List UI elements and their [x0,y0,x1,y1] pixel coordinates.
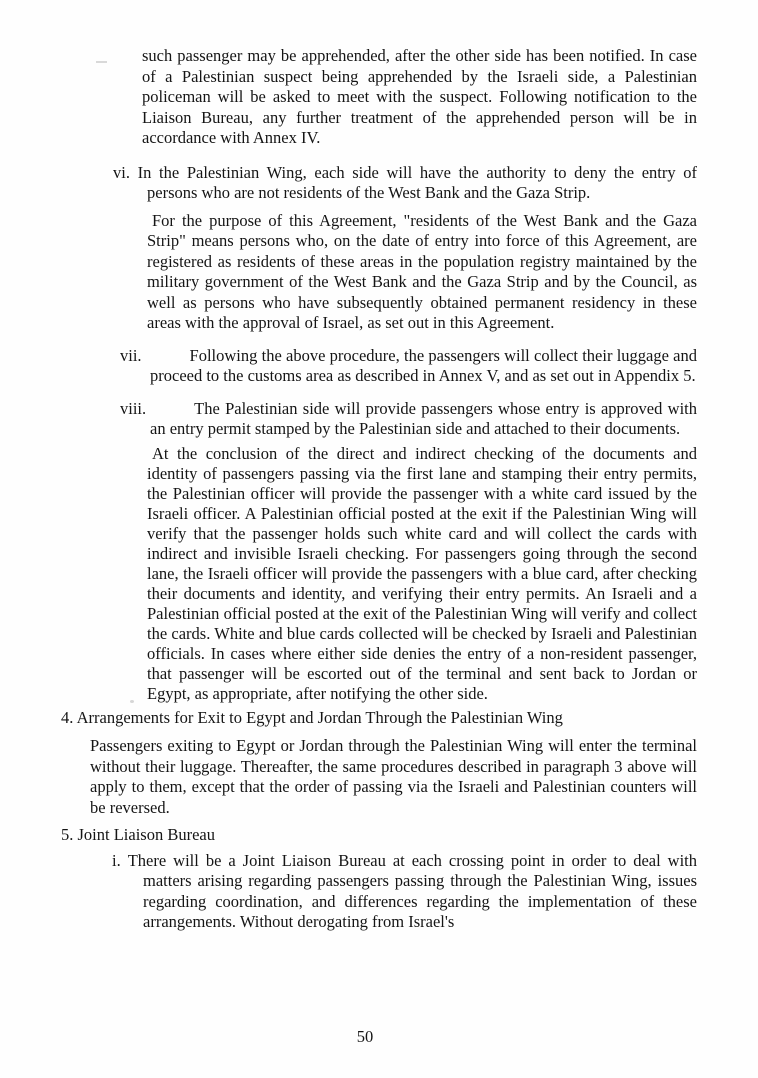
scan-artifact [130,700,134,703]
item-marker-viii: viii. [120,398,147,418]
list-item-i [112,850,697,933]
list-item-vi [113,162,697,204]
item-text-i: There will be a Joint Liaison Bureau at each crossing point in order to deal with matters arising regarding passengers passing through the Palestinian Wing, issues regarding coordination, and differences regarding the implementation of these arrangements. Without derogating from Israel's [127,850,697,931]
item-marker-vii: vii. [120,345,142,365]
section-heading-4 [61,707,697,729]
item-text-viii: The Palestinian side will provide passengers whose entry is approved with an entry permit stamped by the Palestinian side and attached to their documents. [150,398,697,438]
body-paragraph-definition: For the purpose of this Agreement, "residents of the West Bank and the Gaza Strip" means persons who, on the date of entry into force of this Agreement, are registered as residents of these areas in the population registry maintained by the military government of the West Bank and the Gaza Strip and by the Council, as well as persons who have subsequently obtained permanent residency in these areas with the approval of Israel, as set out in this Agreement. [147,210,697,332]
section-title-5: Joint Liaison Bureau [77,825,215,844]
item-text-vi: In the Palestinian Wing, each side will have the authority to deny the entry of persons who are not residents of the West Bank and the Gaza Strip. [137,162,697,202]
scan-artifact [96,61,107,63]
page-number: 50 [356,1027,374,1046]
body-paragraph-section-4: Passengers exiting to Egypt or Jordan through the Palestinian Wing will enter the terminal without their luggage. Thereafter, the same procedures described in paragraph 3 above will apply to them, except that the order of passing via the Israeli and Palestinian counters will be reversed. [90,736,697,817]
section-title-4: Arrangements for Exit to Egypt and Jordan Through the Palestinian Wing [76,707,563,727]
section-number-4: 4. [61,707,74,727]
item-text-vii: Following the above procedure, the passengers will collect their luggage and proceed to the customs area as described in Annex V, and as set out in Appendix 5. [150,345,697,385]
section-number-5: 5. [61,825,74,844]
list-item-vii [120,345,697,387]
item-marker-i: i. [112,850,121,870]
item-marker-vi: vi. [113,162,130,182]
list-item-viii [120,398,697,440]
body-paragraph-continuation: such passenger may be apprehended, after the other side has been notified. In case of a Palestinian suspect being apprehended by the Israeli side, a Palestinian policeman will be asked to meet with the suspect. Following notification to the Liaison Bureau, any further treatment of the apprehended person will be in accordance with Annex IV. [142,46,697,147]
body-paragraph-card-procedure: At the conclusion of the direct and indirect checking of the documents and identity of passengers passing via the first lane and stamping their entry permits, the Palestinian officer will provide the passenger with a white card issued by the Israeli officer. A Palestinian official posted at the exit if the Palestinian Wing will verify that the passenger holds such white card and will collect the cards with indirect and invisible Israeli checking. For passengers going through the second lane, the Israeli officer will provide the passengers with a blue card, after checking their documents and identity, and verifying their entry permits. An Israeli and a Palestinian official posted at the exit of the Palestinian Wing will verify and collect the cards. White and blue cards collected will be checked by Israeli and Palestinian officials. In cases where either side denies the entry of a non-resident passenger, that passenger will be escorted out of the terminal and sent back to Jordan or Egypt, as appropriate, after notifying the other side. [147,443,697,703]
section-heading-5 [61,825,697,846]
